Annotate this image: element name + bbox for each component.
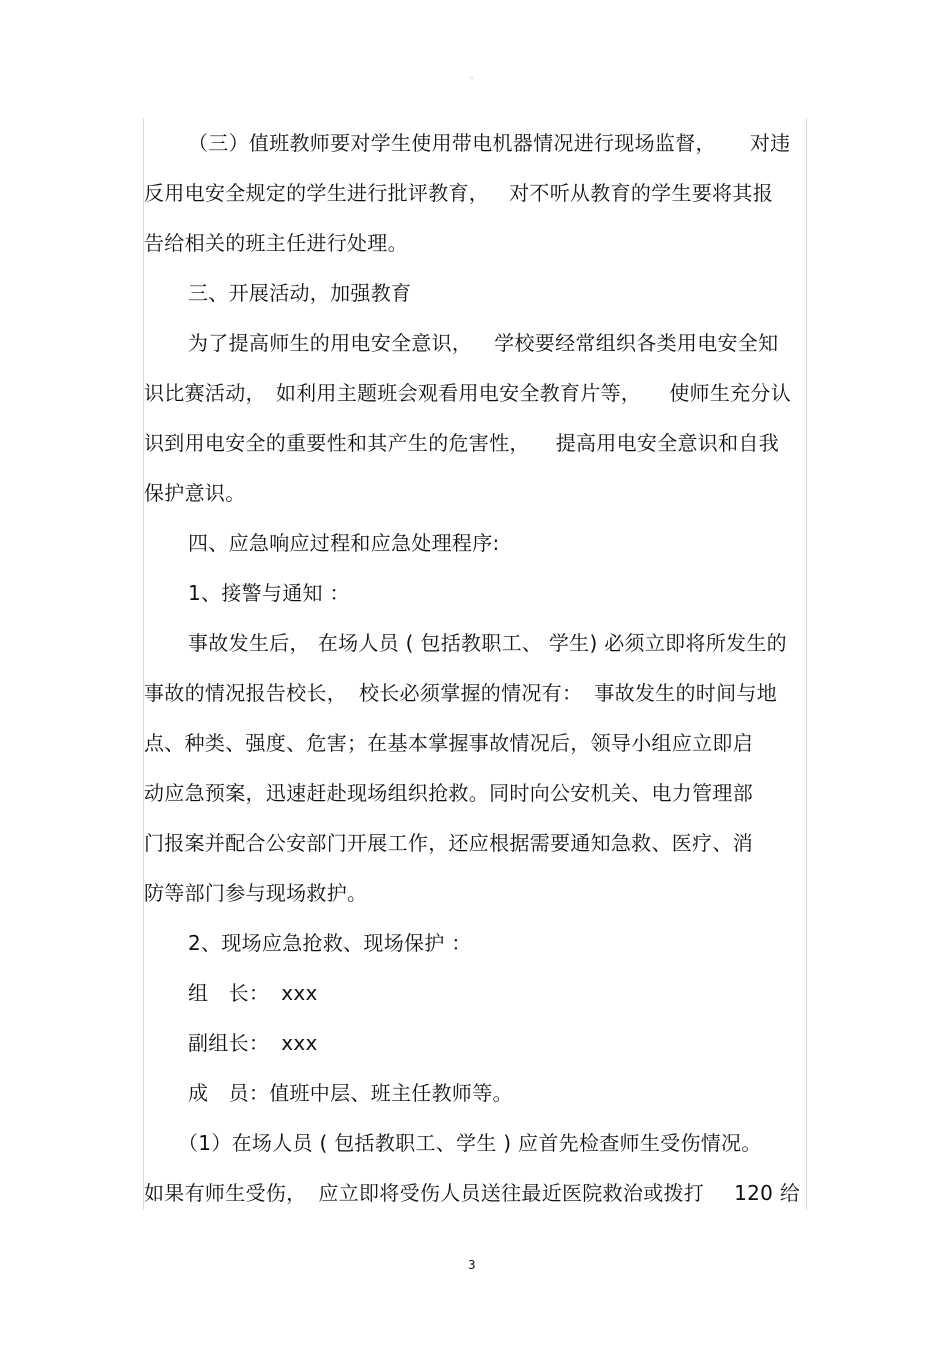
text-segment: 为了提高师生的用电安全意识，: [188, 331, 473, 355]
text-segment: 防等部门参与现场救护。: [144, 881, 368, 905]
text-segment: 四、应急响应过程和应急处理程序:: [188, 531, 500, 555]
text-segment: 1、接警与通知 ：: [188, 581, 350, 605]
text-line: [144, 668, 777, 718]
text-segment: 成 员：值班中层、班主任教师等。: [188, 1081, 513, 1105]
text-line: [188, 968, 318, 1018]
text-segment: 如果有师生受伤，: [144, 1181, 307, 1205]
text-segment: xxx: [281, 1031, 318, 1055]
text-segment: 学校要经常组织各类用电安全知: [494, 331, 779, 355]
text-line: [188, 618, 787, 668]
text-segment: 校长必须掌握的情况有：: [359, 681, 583, 705]
text-line: [144, 468, 246, 518]
text-segment: 应立即将受伤人员送往最近医院救治或拨打: [318, 1181, 705, 1205]
text-line: [144, 1168, 800, 1218]
text-segment: 事故发生后，: [188, 631, 310, 655]
text-segment: 点、种类、强度、危害；在基本掌握事故情况后，领导小组应立即启: [144, 731, 753, 755]
text-segment: 2、现场应急抢救、现场保护 ：: [188, 931, 472, 955]
text-line: [188, 118, 790, 168]
text-segment: 事故的情况报告校长，: [144, 681, 347, 705]
text-segment: 保护意识。: [144, 481, 246, 505]
text-line: [144, 418, 779, 468]
text-segment: （1）在场人员 ( 包括教职工、学生 ) 应首先检查师生受伤情况。: [178, 1131, 762, 1155]
text-segment: 识到用电安全的重要性和其产生的危害性，: [144, 431, 530, 455]
text-segment: 使师生充分认: [669, 381, 792, 405]
text-line: [188, 1068, 513, 1118]
text-segment: 如利用主题班会观看用电安全教育片等，: [275, 381, 642, 405]
text-line: [144, 868, 367, 918]
text-segment: 反用电安全规定的学生进行批评教育，: [144, 181, 490, 205]
text-line: [144, 768, 753, 818]
text-segment: 组 长：: [188, 981, 270, 1005]
text-line: [144, 168, 773, 218]
text-segment: 告给相关的班主任进行处理。: [144, 231, 408, 255]
text-segment: 动应急预案，迅速赶赴现场组织抢救。同时向公安机关、电力管理部: [144, 781, 753, 805]
text-segment: 在场人员 ( 包括教职工、 学生) 必须立即将所发生的: [317, 631, 787, 655]
subsection-heading: [188, 568, 350, 618]
text-line: [144, 718, 753, 768]
text-segment: xxx: [281, 981, 318, 1005]
text-segment: 对不听从教育的学生要将其报: [509, 181, 774, 205]
text-line: [188, 318, 778, 368]
text-segment: 事故发生的时间与地: [594, 681, 778, 705]
text-segment: 识比赛活动，: [144, 381, 266, 405]
subsection-heading: [188, 918, 472, 968]
text-line: [178, 1118, 762, 1168]
text-line: [144, 368, 791, 418]
text-segment: 副组长：: [188, 1031, 270, 1055]
text-segment: 对违: [749, 131, 791, 155]
page-number: 3: [468, 1258, 476, 1272]
text-line: [188, 1018, 318, 1068]
section-heading: [188, 518, 500, 568]
section-heading: [188, 268, 411, 318]
text-segment: 门报案并配合公安部门开展工作，还应根据需要通知急救、医疗、消: [144, 831, 753, 855]
page-frame-left: [143, 118, 144, 1210]
page-frame-right: [806, 118, 807, 1210]
text-segment: 提高用电安全意识和自我: [555, 431, 780, 455]
header-mark: 。: [470, 71, 478, 80]
text-line: [144, 218, 408, 268]
text-segment: （三）值班教师要对学生使用带电机器情况进行现场监督，: [188, 131, 716, 155]
text-segment: 三、开展活动，加强教育: [188, 281, 412, 305]
text-line: [144, 818, 753, 868]
text-segment: 120 给: [734, 1181, 801, 1205]
